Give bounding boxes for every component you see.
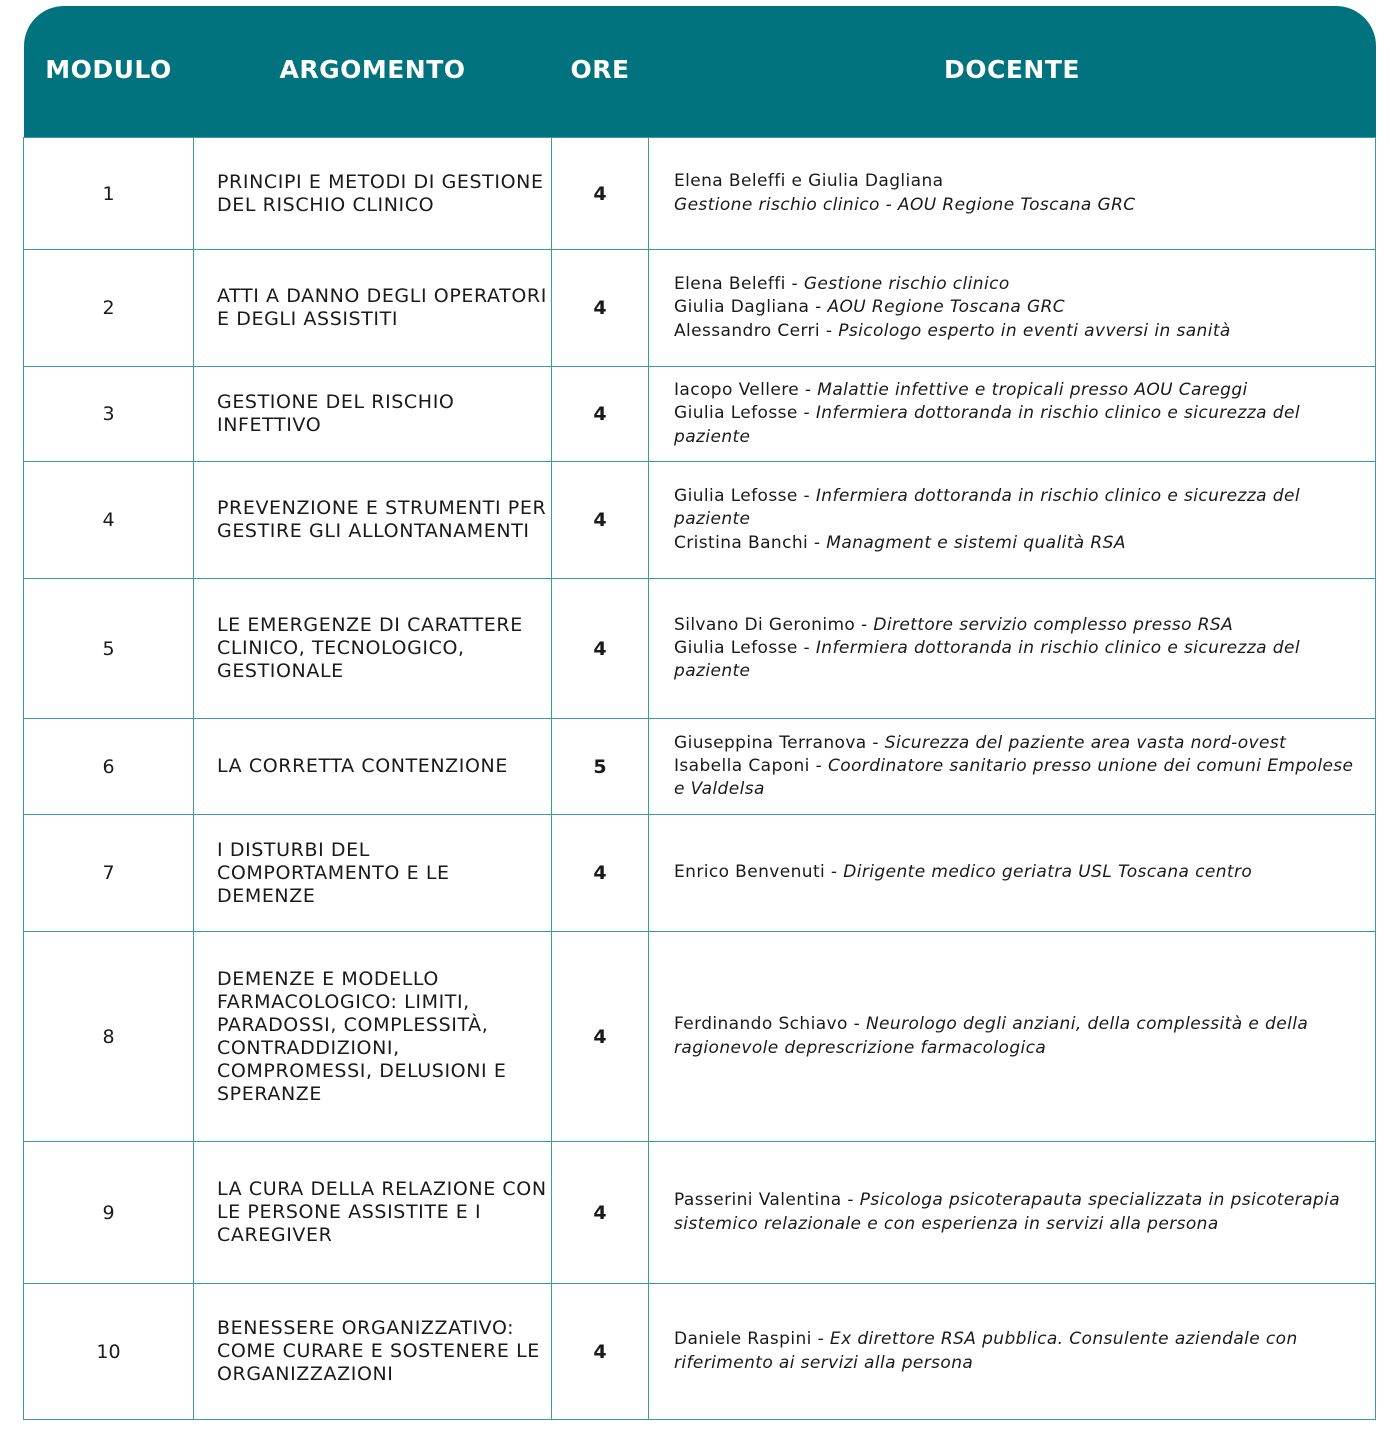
cell-modulo: 2 [24,250,194,367]
docente-name: Giulia Lefosse - [674,403,816,424]
table-row [24,932,1376,1142]
table-body [24,138,1376,1420]
docente-entry [674,402,1367,449]
docente-name: Elena Beleffi - [674,274,804,295]
header-argomento [194,6,552,138]
table-row [24,250,1376,367]
docente-role: Psicologa psicoterapauta specializzata in psicoterapia sistemico relazionale e con esperienza in servizi alla persona [674,1190,1341,1234]
cell-ore: 4 [552,138,649,250]
cell-docente [649,1284,1376,1420]
header-docente-label: DOCENTE [944,55,1080,84]
cell-modulo: 3 [24,367,194,462]
header-argomento-label: ARGOMENTO [279,55,466,84]
docente-entry [674,379,1367,402]
docente-entry [674,273,1367,296]
cell-argomento: PRINCIPI E METODI DI GESTIONE DEL RISCHIO CLINICO [194,138,552,250]
docente-entry [674,755,1367,802]
docente-name: Silvano Di Geronimo - [674,614,874,635]
docente-entry [674,861,1367,884]
table-row [24,1284,1376,1420]
cell-argomento: I DISTURBI DEL COMPORTAMENTO E LE DEMENZE [194,815,552,932]
cell-docente [649,579,1376,719]
cell-modulo: 5 [24,579,194,719]
cell-ore: 5 [552,719,649,815]
cell-docente [649,250,1376,367]
table-row [24,367,1376,462]
docente-name: Isabella Caponi - [674,755,828,776]
docente-role: Direttore servizio complesso presso RSA [873,614,1234,635]
cell-ore: 4 [552,250,649,367]
docente-role: Infermiera dottoranda in rischio clinico e sicurezza del paziente [674,403,1300,447]
docente-role: Neurologo degli anziani, della complessità e della ragionevole deprescrizione farmacologica [674,1014,1309,1058]
header-docente [649,6,1376,138]
cell-modulo: 10 [24,1284,194,1420]
docente-name: Cristina Banchi - [674,532,827,553]
cell-argomento: PREVENZIONE E STRUMENTI PER GESTIRE GLI ALLONTANAMENTI [194,462,552,579]
docente-entry [674,532,1367,555]
docente-role: Infermiera dottoranda in rischio clinico e sicurezza del paziente [674,637,1300,682]
cell-argomento: ATTI A DANNO DEGLI OPERATORI E DEGLI ASSISTITI [194,250,552,367]
cell-docente [649,462,1376,579]
docente-entry [674,170,1367,193]
docente-role: AOU Regione Toscana GRC [827,297,1066,318]
docente-entry [674,320,1367,343]
docente-entry [674,732,1367,755]
docente-role: Psicologo esperto in eventi avversi in sanità [838,320,1231,341]
header-ore [552,6,649,138]
docente-entry [674,1013,1367,1060]
docente-name: Ferdinando Schiavo - [674,1014,866,1035]
docente-role: Infermiera dottoranda in rischio clinico e sicurezza del paziente [674,486,1300,530]
cell-modulo: 1 [24,138,194,250]
cell-ore: 4 [552,1142,649,1284]
table-row [24,1142,1376,1284]
cell-docente [649,719,1376,815]
cell-ore: 4 [552,367,649,462]
course-table-container [23,6,1375,1420]
cell-docente [649,1142,1376,1284]
cell-argomento: BENESSERE ORGANIZZATIVO: COME CURARE E SOSTENERE LE ORGANIZZAZIONI [194,1284,552,1420]
cell-modulo: 9 [24,1142,194,1284]
cell-argomento: DEMENZE E MODELLO FARMACOLOGICO: LIMITI, PARADOSSI, COMPLESSITÀ, CONTRADDIZIONI, COMPROMESSI, DELUSIONI E SPERANZE [194,932,552,1142]
course-modules-table [23,6,1376,1420]
docente-entry [674,194,1367,217]
cell-argomento: LE EMERGENZE DI CARATTERE CLINICO, TECNOLOGICO, GESTIONALE [194,579,552,719]
table-row [24,579,1376,719]
cell-docente [649,815,1376,932]
docente-name: Passerini Valentina - [674,1190,860,1211]
docente-entry [674,637,1367,684]
docente-role: Dirigente medico geriatra USL Toscana centro [843,862,1253,883]
table-row [24,815,1376,932]
cell-modulo: 7 [24,815,194,932]
docente-name: Daniele Raspini - [674,1329,830,1350]
cell-modulo: 6 [24,719,194,815]
docente-role: Ex direttore RSA pubblica. Consulente aziendale con riferimento ai servizi alla persona [674,1329,1298,1373]
docente-role: Gestione rischio clinico [803,274,1010,295]
header-ore-label: ORE [570,55,630,84]
docente-entry [674,1328,1367,1375]
cell-ore: 4 [552,1284,649,1420]
cell-ore: 4 [552,932,649,1142]
table-row [24,462,1376,579]
docente-name: Iacopo Vellere - [674,380,818,401]
cell-modulo: 4 [24,462,194,579]
docente-name: Elena Beleffi e Giulia Dagliana [674,171,944,192]
docente-name: Giuseppina Terranova - [674,732,885,753]
cell-docente [649,138,1376,250]
header-modulo [24,6,194,138]
docente-name: Giulia Lefosse - [674,486,816,507]
docente-role: Coordinatore sanitario presso unione dei comuni Empolese e Valdelsa [674,755,1354,800]
cell-docente [649,932,1376,1142]
docente-entry [674,485,1367,532]
cell-ore: 4 [552,815,649,932]
cell-docente [649,367,1376,462]
docente-entry [674,614,1367,637]
cell-argomento: LA CURA DELLA RELAZIONE CON LE PERSONE ASSISTITE E I CAREGIVER [194,1142,552,1284]
docente-role: Gestione rischio clinico - AOU Regione Toscana GRC [674,194,1136,215]
table-header-row [24,6,1376,138]
docente-entry [674,296,1367,319]
header-modulo-label: MODULO [45,55,172,84]
table-row [24,719,1376,815]
cell-modulo: 8 [24,932,194,1142]
cell-ore: 4 [552,579,649,719]
docente-name: Giulia Lefosse - [674,637,816,658]
cell-argomento: LA CORRETTA CONTENZIONE [194,719,552,815]
docente-entry [674,1189,1367,1236]
docente-role: Malattie infettive e tropicali presso AOU Careggi [817,380,1248,401]
docente-name: Alessandro Cerri - [674,320,839,341]
cell-ore: 4 [552,462,649,579]
cell-argomento: GESTIONE DEL RISCHIO INFETTIVO [194,367,552,462]
docente-role: Sicurezza del paziente area vasta nord-ovest [884,732,1287,753]
docente-role: Managment e sistemi qualità RSA [826,532,1126,553]
table-row [24,138,1376,250]
docente-name: Giulia Dagliana - [674,297,828,318]
docente-name: Enrico Benvenuti - [674,862,844,883]
